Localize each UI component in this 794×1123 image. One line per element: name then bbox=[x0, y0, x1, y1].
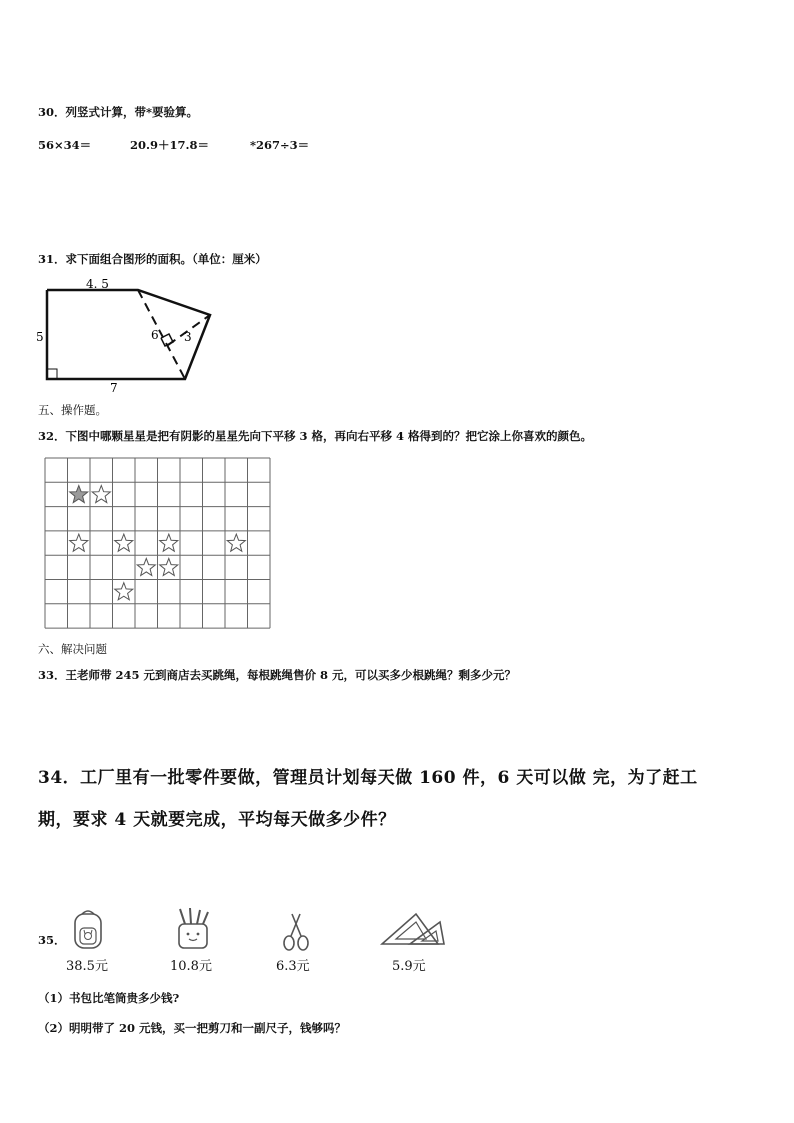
label-left: 5 bbox=[36, 330, 44, 344]
q35-number: 35． bbox=[38, 933, 66, 947]
star-grid bbox=[44, 457, 272, 629]
q30-item-3: *267÷3＝ bbox=[250, 138, 310, 152]
q35-sub-2: （2）明明带了 20 元钱，买一把剪刀和一副尺子，钱够吗？ bbox=[38, 1021, 347, 1035]
label-height: 6 bbox=[151, 328, 159, 342]
q32-title: 32．下图中哪颗星星是把有阴影的星星先向下平移 3 格，再向右平移 4 格得到的？把它涂上你喜欢的颜色。 bbox=[38, 429, 593, 443]
q30-title: 30．列竖式计算，带*要验算。 bbox=[38, 105, 199, 119]
q34-line-1: 34．工厂里有一批零件要做，管理员计划每天做 160 件，6 天可以做 完，为了赶工 bbox=[38, 768, 698, 788]
price-pencil-holder: 10.8元 bbox=[170, 959, 212, 974]
q34-line-2: 期，要求 4 天就要完成，平均每天做多少件？ bbox=[38, 810, 396, 830]
star-icon bbox=[160, 534, 178, 551]
section-5-title: 五、操作题。 bbox=[38, 403, 107, 417]
star-icon bbox=[115, 534, 133, 551]
pencil-holder-icon bbox=[173, 906, 213, 950]
q33-title: 33．王老师带 245 元到商店去买跳绳，每根跳绳售价 8 元，可以买多少根跳绳？剩多少元？ bbox=[38, 668, 517, 682]
right-angle-mark bbox=[47, 369, 57, 379]
label-top: 4. 5 bbox=[86, 277, 109, 291]
q35-sub-1: （1）书包比笔筒贵多少钱? bbox=[38, 991, 180, 1005]
star-icon bbox=[70, 534, 88, 551]
star-icon bbox=[227, 534, 245, 551]
price-backpack: 38.5元 bbox=[66, 959, 108, 974]
backpack-icon bbox=[70, 908, 106, 950]
composite-figure bbox=[30, 275, 230, 395]
shaded-star-icon bbox=[70, 486, 88, 503]
set-square-icon bbox=[380, 912, 446, 948]
q30-item-1: 56×34＝ bbox=[38, 138, 92, 152]
q30-item-2: 20.9＋17.8＝ bbox=[130, 138, 210, 152]
label-base: 3 bbox=[184, 330, 192, 344]
scissors-icon bbox=[282, 912, 310, 952]
section-6-title: 六、解决问题 bbox=[38, 642, 107, 656]
price-set-square: 5.9元 bbox=[392, 959, 426, 974]
price-scissors: 6.3元 bbox=[276, 959, 310, 974]
label-bottom: 7 bbox=[110, 381, 118, 395]
q31-title: 31．求下面组合图形的面积。（单位：厘米） bbox=[38, 252, 267, 266]
star-icon bbox=[115, 583, 133, 600]
star-icon bbox=[137, 558, 155, 575]
star-icon bbox=[160, 558, 178, 575]
star-icon bbox=[92, 486, 110, 503]
